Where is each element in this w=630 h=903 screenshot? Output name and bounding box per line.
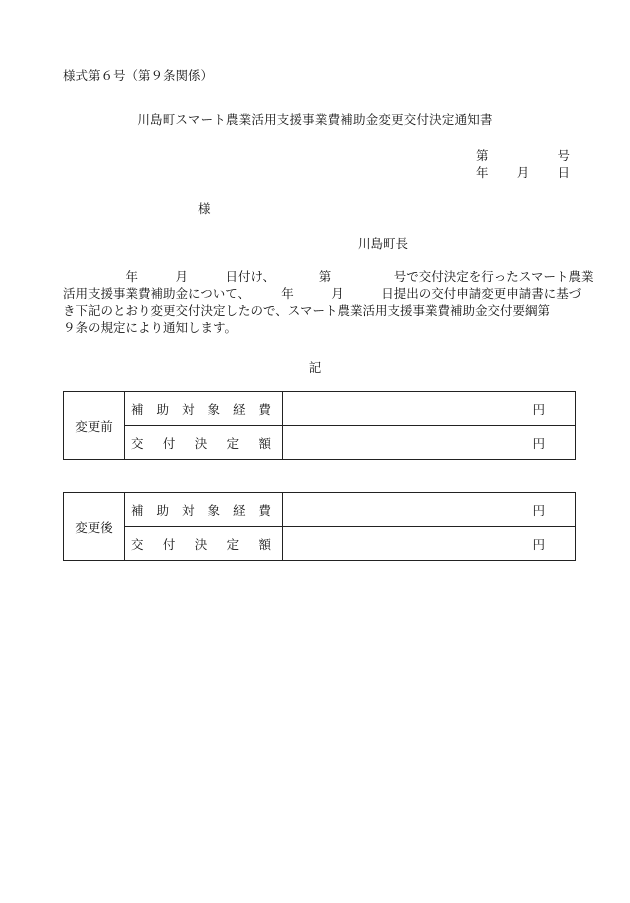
item-label-grant-amount: 交 付 決 定 額 — [125, 426, 283, 460]
body-line: き下記のとおり変更交付決定したので、スマート農業活用支援事業費補助金交付要綱第 — [63, 303, 551, 318]
before-change-table — [63, 391, 576, 460]
issue-number-suffix: 号 — [557, 148, 570, 163]
amount-field[interactable]: 円 — [283, 426, 576, 460]
amount-field[interactable]: 円 — [283, 392, 576, 426]
group-label-after: 変更後 — [64, 493, 125, 561]
body-paragraph — [63, 268, 594, 336]
sender-name: 川島町長 — [358, 236, 409, 251]
issue-year-label: 年 — [476, 165, 489, 180]
issue-date — [476, 163, 570, 181]
body-line: 年 月 日付け、 第 号で交付決定を行ったスマート農業 — [63, 269, 594, 284]
amount-field[interactable]: 円 — [283, 527, 576, 561]
table-row — [64, 527, 576, 561]
after-change-table — [63, 492, 576, 561]
issue-month-label: 月 — [516, 165, 530, 180]
form-number: 様式第６号（第９条関係） — [63, 68, 214, 83]
ki-label: 記 — [308, 360, 322, 375]
issue-day-label: 日 — [557, 165, 570, 180]
body-line: 活用支援事業費補助金について、 年 月 日提出の交付申請変更申請書に基づ — [63, 286, 582, 301]
item-label-subsidy-cost: 補 助 対 象 経 費 — [125, 493, 283, 527]
body-line: ９条の規定により通知します。 — [63, 320, 238, 335]
table-row — [64, 392, 576, 426]
addressee-honorific: 様 — [198, 201, 211, 216]
table-row — [64, 426, 576, 460]
table-row — [64, 493, 576, 527]
amount-field[interactable]: 円 — [283, 493, 576, 527]
document-title: 川島町スマート農業活用支援事業費補助金変更交付決定通知書 — [137, 112, 493, 127]
issue-number — [476, 146, 570, 164]
item-label-subsidy-cost: 補 助 対 象 経 費 — [125, 392, 283, 426]
item-label-grant-amount: 交 付 決 定 額 — [125, 527, 283, 561]
group-label-before: 変更前 — [64, 392, 125, 460]
issue-number-prefix: 第 — [476, 148, 489, 163]
